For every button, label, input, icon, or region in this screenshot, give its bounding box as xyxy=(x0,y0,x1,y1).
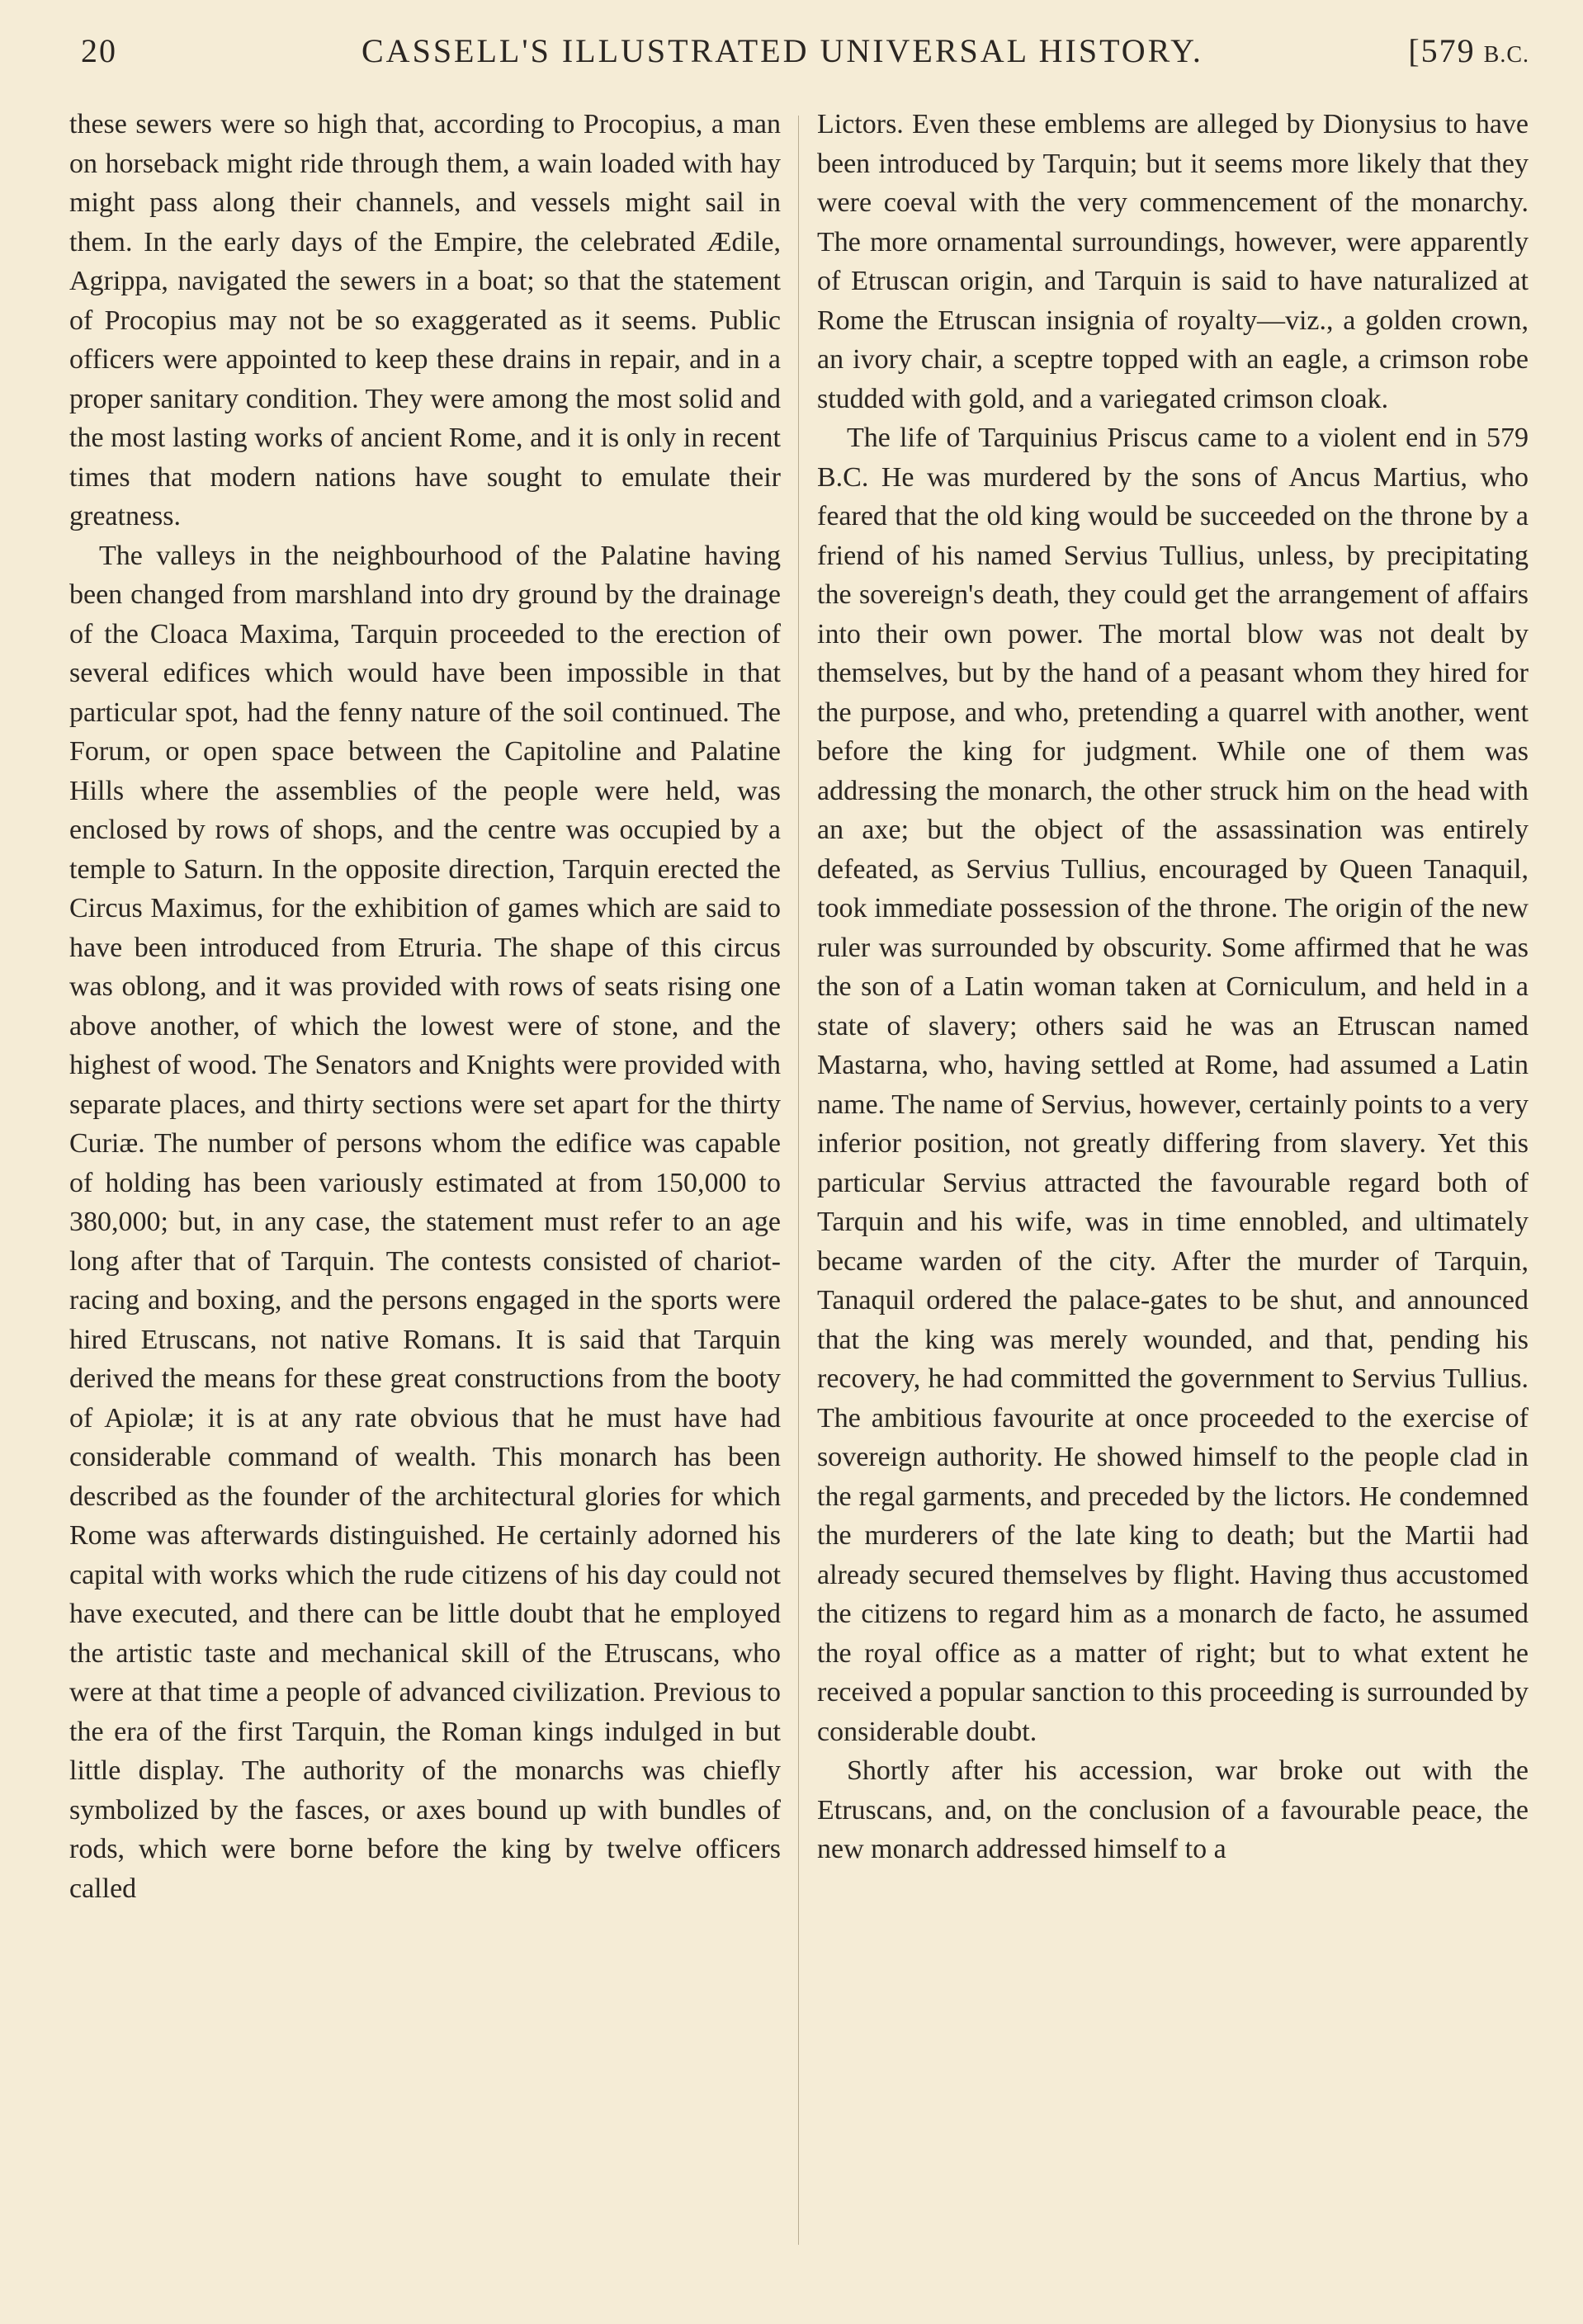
page-header xyxy=(81,26,1529,76)
left-paragraph-1: these sewers were so high that, according to Procopius, a man on horseback might ride through them, a wain loaded with hay might pass along their channels, and vessels might sail in them. In the early days of the Empire, the celebrated Ædile, Agrippa, navigated the sewers in a boat; so that the statement of Procopius may not be so exaggerated as it seems. Public officers were appointed to keep these drains in repair, and in a proper sanitary condition. They were among the most solid and the most lasting works of ancient Rome, and it is only in recent times that modern nations have sought to emulate their greatness. xyxy=(69,109,781,531)
right-paragraph-2: The life of Tarquinius Priscus came to a violent end in 579 B.C. He was murdered by the sons of Ancus Martius, who feared that the old king would be succeeded on the throne by a friend of his named Servius Tullius, unless, by precipitating the sovereign's death, they could get the arrangement of affairs into their own power. The mortal blow was not dealt by themselves, but by the hand of a peasant whom they hired for the purpose, and who, pretending a quarrel with another, went before the king for judgment. While one of them was addressing the monarch, the other struck him on the head with an axe; but the object of the assassination was entirely defeated, as Servius Tullius, encouraged by Queen Tanaquil, took immediate possession of the throne. The origin of the new ruler was surrounded by obscurity. Some affirmed that he was the son of a Latin woman taken at Corniculum, and held in a state of slavery; others said he was an Etruscan named Mastarna, who, having settled at Rome, had assumed a Latin name. The name of Servius, however, certainly points to a very inferior position, not greatly differing from slavery. Yet this particular Servius attracted the favourable regard both of Tarquin and his wife, was in time ennobled, and ultimately became warden of the city. After the murder of Tarquin, Tanaquil ordered the palace-gates to be shut, and announced that the king was merely wounded, and that, pending his recovery, he had committed the government to Servius Tullius. The ambitious favourite at once proceeded to the exercise of sovereign authority. He showed himself to the people clad in the regal garments, and preceded by the lictors. He condemned the murderers of the late king to death; but the Martii had already secured themselves by flight. Having thus accustomed the citizens to regard him as a monarch de facto, he assumed the royal office as a matter of right; but to what extent he received a popular sanction to this proceeding is surrounded by considerable doubt. xyxy=(817,423,1529,1747)
column-divider xyxy=(798,116,799,2245)
header-date-era: B.C. xyxy=(1483,42,1529,68)
right-column xyxy=(817,105,1529,1869)
left-column xyxy=(69,105,781,1908)
header-date xyxy=(1408,31,1529,70)
running-title: CASSELL'S ILLUSTRATED UNIVERSAL HISTORY. xyxy=(361,32,1203,69)
right-paragraph-3: Shortly after his accession, war broke out with the Etruscans, and, on the conclusion of a favourable peace, the new monarch addressed himself to a xyxy=(817,1755,1529,1864)
left-paragraph-2: The valleys in the neighbourhood of the Palatine having been changed from marshland into dry ground by the drainage of the Cloaca Maxima, Tarquin proceeded to the erection of several edifices which would have been impossible in that particular spot, had the fenny nature of the soil continued. The Forum, or open space between the Capitoline and Palatine Hills where the assemblies of the people were held, was enclosed by rows of shops, and the centre was occupied by a temple to Saturn. In the opposite direction, Tarquin erected the Circus Maximus, for the exhibition of games which are said to have been introduced from Etruria. The shape of this circus was oblong, and it was provided with rows of seats rising one above another, of which the lowest were of stone, and the highest of wood. The Senators and Knights were provided with separate places, and thirty sections were set apart for the thirty Curiæ. The number of persons whom the edifice was capable of holding has been variously estimated at from 150,000 to 380,000; but, in any case, the statement must refer to an age long after that of Tarquin. The contests consisted of chariot-racing and boxing, and the persons engaged in the sports were hired Etruscans, not native Romans. It is said that Tarquin derived the means for these great constructions from the booty of Apiolæ; it is at any rate obvious that he must have had considerable command of wealth. This monarch has been described as the founder of the architectural glories for which Rome was afterwards distinguished. He certainly adorned his capital with works which the rude citizens of his day could not have executed, and there can be little doubt that he employed the artistic taste and mechanical skill of the Etruscans, who were at that time a people of advanced civilization. Previous to the era of the first Tarquin, the Roman kings indulged in but little display. The authority of the monarchs was chiefly symbolized by the fasces, or axes bound up with bundles of rods, which were borne before the king by twelve officers called xyxy=(69,540,781,1904)
header-date-year: [579 xyxy=(1408,32,1476,69)
right-paragraph-1: Lictors. Even these emblems are alleged by Dionysius to have been introduced by Tarquin; but it seems more likely that they were coeval with the very commencement of the monarchy. The more ornamental surroundings, however, were apparently of Etruscan origin, and Tarquin is said to have naturalized at Rome the Etruscan insignia of royalty—viz., a golden crown, an ivory chair, a sceptre topped with an eagle, a crimson robe studded with gold, and a variegated crimson cloak. xyxy=(817,109,1529,414)
page-number: 20 xyxy=(81,32,117,69)
